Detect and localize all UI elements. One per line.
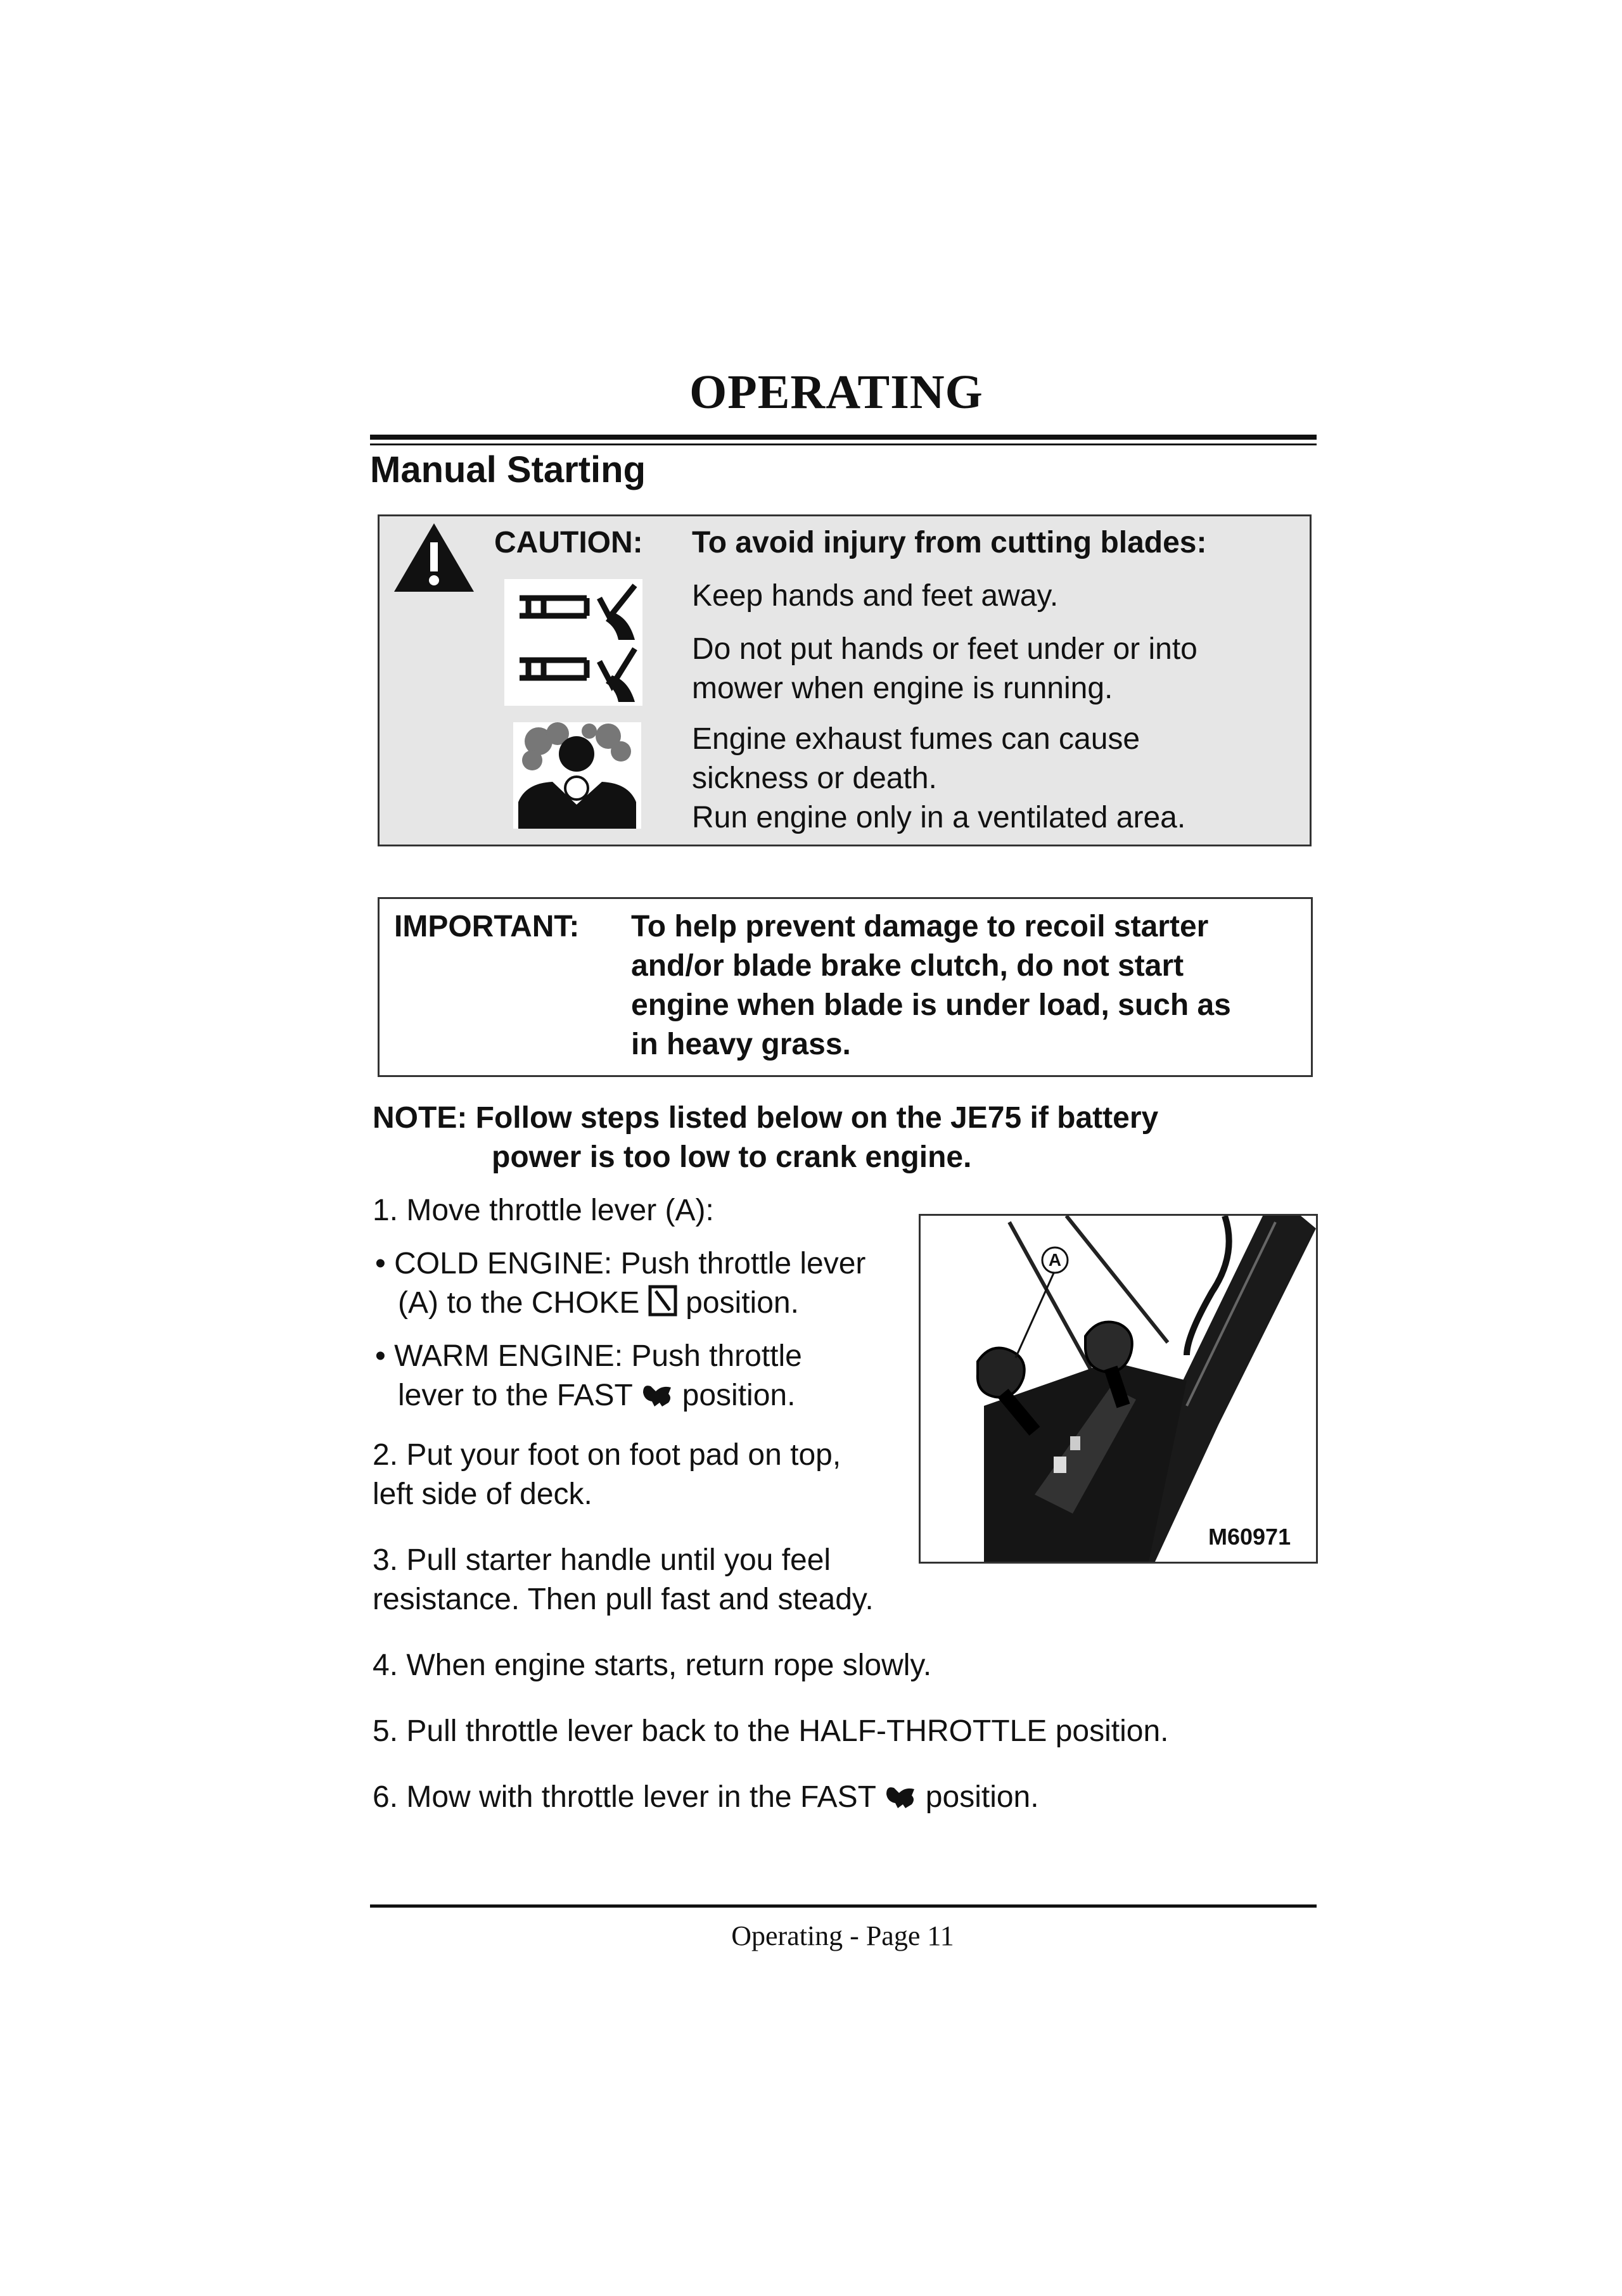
exhaust-fumes-icon xyxy=(513,722,641,829)
footer-rule xyxy=(370,1904,1317,1908)
step-6-position-text: position. xyxy=(925,1780,1039,1814)
fast-position-text: position. xyxy=(682,1379,796,1412)
choke-position-text: position. xyxy=(686,1286,799,1320)
step-1-bullet-warm-cont xyxy=(398,1376,795,1415)
figure-code: M60971 xyxy=(1206,1524,1293,1550)
caution-line-2b: mower when engine is running. xyxy=(692,672,1113,705)
page-title: OPERATING xyxy=(689,366,983,419)
step-1: 1. Move throttle lever (A): xyxy=(373,1194,714,1227)
blade-hazard-icon xyxy=(504,579,642,706)
caution-label: CAUTION: xyxy=(494,526,643,559)
important-line-1: To help prevent damage to recoil starter xyxy=(631,910,1209,943)
note-line-1: NOTE: Follow steps listed below on the JE75 if battery xyxy=(373,1101,1159,1135)
step-4: 4. When engine starts, return rope slowly. xyxy=(373,1649,932,1682)
choke-text: (A) to the CHOKE xyxy=(398,1286,640,1320)
header-rule xyxy=(370,435,1317,440)
important-line-2: and/or blade brake clutch, do not start xyxy=(631,949,1184,983)
callout-a-label: A xyxy=(1048,1250,1062,1270)
throttle-lever-photo xyxy=(921,1216,1316,1562)
page-footer: Operating - Page 11 xyxy=(731,1920,954,1951)
step-2a: 2. Put your foot on foot pad on top, xyxy=(373,1438,841,1472)
caution-line-3c: Run engine only in a ventilated area. xyxy=(692,801,1186,834)
throttle-lever-figure xyxy=(919,1214,1318,1564)
caution-line-1: Keep hands and feet away. xyxy=(692,579,1059,613)
important-line-3: engine when blade is under load, such as xyxy=(631,988,1231,1022)
important-line-4: in heavy grass. xyxy=(631,1028,851,1061)
section-title: Manual Starting xyxy=(370,449,646,490)
rabbit-fast-icon xyxy=(641,1381,674,1409)
step-6-text: 6. Mow with throttle lever in the FAST xyxy=(373,1780,876,1814)
caution-line-3b: sickness or death. xyxy=(692,762,937,795)
note-line-2: power is too low to crank engine. xyxy=(492,1140,972,1174)
step-1-bullet-cold-cont xyxy=(398,1284,799,1323)
step-3b: resistance. Then pull fast and steady. xyxy=(373,1583,874,1616)
step-1-bullet-warm: • WARM ENGINE: Push throttle xyxy=(375,1339,802,1373)
choke-icon xyxy=(648,1285,677,1317)
caution-line-2a: Do not put hands or feet under or into xyxy=(692,632,1197,666)
step-1-bullet-cold: • COLD ENGINE: Push throttle lever xyxy=(375,1247,866,1280)
fast-text: lever to the FAST xyxy=(398,1379,632,1412)
step-3a: 3. Pull starter handle until you feel xyxy=(373,1543,831,1577)
warning-triangle-icon xyxy=(392,521,476,594)
step-5: 5. Pull throttle lever back to the HALF-THROTTLE position. xyxy=(373,1714,1169,1748)
step-2b: left side of deck. xyxy=(373,1477,592,1511)
caution-line-3a: Engine exhaust fumes can cause xyxy=(692,722,1140,756)
caution-heading: To avoid injury from cutting blades: xyxy=(692,526,1207,559)
important-label: IMPORTANT: xyxy=(394,910,580,943)
header-rule-thin xyxy=(370,443,1317,445)
step-6 xyxy=(373,1778,1039,1817)
rabbit-fast-icon xyxy=(884,1783,917,1811)
